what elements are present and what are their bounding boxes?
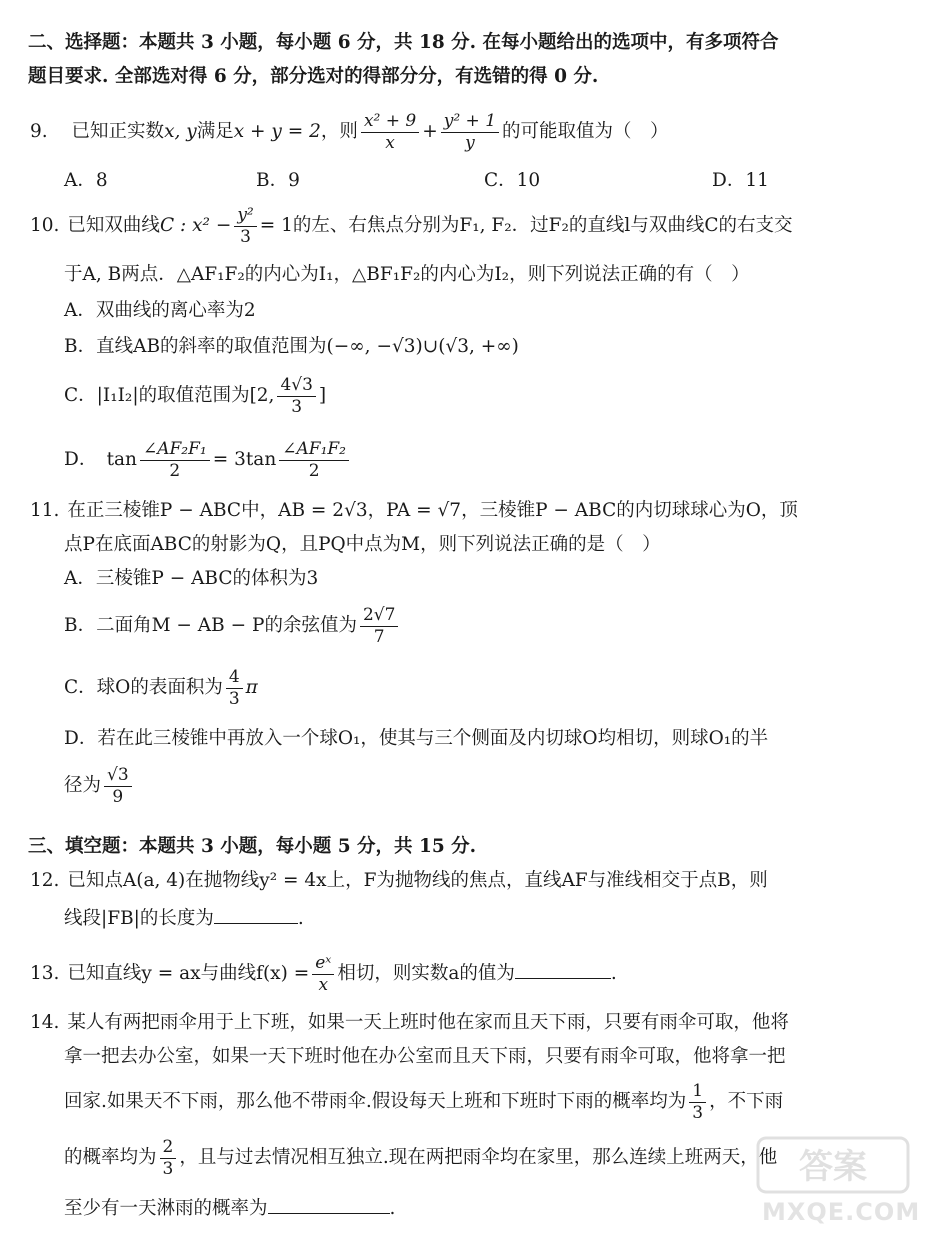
q9-option-a: A．8 [64,170,108,191]
q14-stem-line5: 至少有一天淋雨的概率为 . [64,1198,396,1219]
q14-stem-line1: 14. 某人有两把雨伞用于上下班，如果一天上班时他在家而且天下雨，只要有雨伞可取，他将 [30,1012,789,1033]
section2-header-line2: 题目要求. 全部选对得 6 分，部分选对的得部分分，有选错的得 0 分. [28,66,599,87]
q14-fraction-1: $\frac{1}{3}$ [689,1082,706,1122]
q10-option-b: B．直线AB的斜率的取值范围为(−∞, −√3)∪(√3, +∞) [64,336,519,357]
q10-option-a: A．双曲线的离心率为2 [64,300,256,321]
section2-header-line1: 二、选择题：本题共 3 小题，每小题 6 分，共 18 分. 在每小题给出的选项中，有多项符合 [28,32,779,53]
q10-d-fraction-2: $\frac{\text{∠AF₁F₂}}{2}$ [279,440,349,480]
q9-number: 9. [30,121,48,143]
watermark-stamp-icon [738,1130,928,1200]
q9-fraction-2: $\frac{\text{y² + 1}}{y}$ [441,112,499,152]
q12-stem-line1: 12. 已知点A(a, 4)在抛物线y² = 4x上，F为抛物线的焦点，直线AF与准线相交于点B，则 [30,870,768,891]
q13-stem: 13. 已知直线y = ax与曲线f(x) = $\frac{\text{eˣ}}{x}$ 相切，则实数a的值为 . [30,953,617,995]
q14-stem-line3: 回家.如果天不下雨，那么他不带雨伞.假设每天上班和下班时下雨的概率均为 $\frac{1}{3}$ ，不下雨 [64,1081,784,1123]
q9-option-d: D．11 [712,170,769,191]
q13-answer-blank[interactable] [515,978,611,979]
q11-option-a: A．三棱锥P − ABC的体积为3 [64,568,319,589]
q9-option-c: C．10 [484,170,541,191]
q10-stem-line2: 于A, B两点．△AF₁F₂的内心为I₁，△BF₁F₂的内心为I₂，则下列说法正确的有（ ） [64,264,750,285]
q11-stem-line1: 11. 在正三棱锥P − ABC中，AB = 2√3，PA = √7，三棱锥P − ABC的内切球球心为O，顶 [30,500,798,521]
q11-option-b: B．二面角M − AB − P的余弦值为 $\frac{2√7}{7}$ [64,606,401,646]
q11-number: 11. [30,500,60,521]
q14-stem-line2: 拿一把去办公室，如果一天下班时他在办公室而且天下雨，只要有雨伞可取，他将拿一把 [64,1046,786,1067]
q13-number: 13. [30,963,60,985]
q14-number: 14. [30,1012,60,1033]
q11-c-fraction: $\frac{4}{3}$ [226,668,243,708]
q11-d-fraction: $\frac{√3}{9}$ [104,766,132,806]
section3-header: 三、填空题：本题共 3 小题，每小题 5 分，共 15 分. [28,836,477,857]
q10-option-c: C．|I₁I₂|的取值范围为[2, $\frac{4√3}{3}$ ] [64,375,327,417]
q14-fraction-2: $\frac{2}{3}$ [160,1138,177,1178]
q14-stem-line4: 的概率均为 $\frac{2}{3}$ ，且与过去情况相互独立.现在两把雨伞均在家里，那么连续上班两天，他 [64,1137,778,1179]
q9-option-b: B．9 [256,170,300,191]
q10-d-fraction-1: $\frac{\text{∠AF₂F₁}}{2}$ [140,440,210,480]
q10-stem-line1: 10. 已知双曲线C : x² − $\frac{\text{y²}}{3}$ = 1的左、右焦点分别为F₁, F₂．过F₂的直线l与双曲线C的右支交 [30,205,793,247]
q9-stem: 9. 已知正实数x, y满足x + y = 2，则 $\frac{\text{x² + 9}}{x}$ + $\frac{\text{y² + 1}}{y}$ 的可能取值为（ ） [30,111,669,153]
q12-stem-line2: 线段|FB|的长度为 . [64,908,304,929]
q14-answer-blank[interactable] [268,1213,390,1214]
q13-fraction: $\frac{\text{eˣ}}{x}$ [312,954,334,994]
q12-number: 12. [30,870,60,891]
q9-fraction-1: $\frac{\text{x² + 9}}{x}$ [361,112,419,152]
watermark-text: MXQE.COM [762,1198,921,1226]
q10-fraction: $\frac{\text{y²}}{3}$ [234,206,256,246]
q11-b-fraction: $\frac{2√7}{7}$ [360,606,398,646]
q11-option-c: C．球O的表面积为 $\frac{4}{3}$ π [64,667,258,709]
watermark-stamp-text: 答案 [799,1147,867,1187]
q11-option-d-line2: 径为 $\frac{√3}{9}$ [64,766,135,806]
watermark-logo [738,1130,928,1234]
q11-stem-line2: 点P在底面ABC的射影为Q，且PQ中点为M，则下列说法正确的是（ ） [64,534,661,555]
q10-number: 10. [30,215,60,237]
q12-answer-blank[interactable] [214,923,298,924]
q11-option-d-line1: D．若在此三棱锥中再放入一个球O₁，使其与三个侧面及内切球O均相切，则球O₁的半 [64,728,769,749]
q10-option-d: D． tan $\frac{\text{∠AF₂F₁}}{2}$ = 3tan $\frac{\text{∠AF₁F₂}}{2}$ [64,440,352,480]
q10-c-fraction: $\frac{4√3}{3}$ [277,376,315,416]
